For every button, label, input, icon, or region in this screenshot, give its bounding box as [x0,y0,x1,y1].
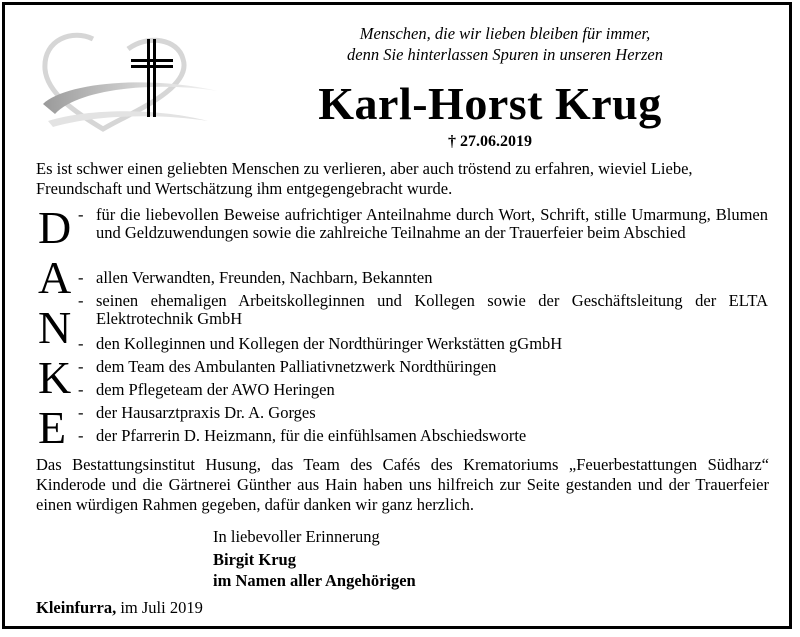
danke-letter-k: K [38,352,72,403]
danke-letter-a: A [38,252,72,303]
place-name: Kleinfurra, [36,598,117,617]
list-dash: - [78,357,84,376]
thanks-item [78,404,768,422]
thanks-item-text: den Kolleginnen und Kollegen der Nordthüringer Werkstätten gGmbH [96,334,563,353]
thanks-item [78,381,768,399]
remembrance-line: In liebevoller Erinnerung [213,527,380,546]
thanks-item-text: der Pfarrerin D. Heizmann, für die einfühlsamen Abschiedsworte [96,426,527,445]
thanks-item [78,427,768,445]
death-date: † 27.06.2019 [448,133,532,150]
signer-family: im Namen aller Angehörigen [213,571,416,590]
danke-letter-n: N [38,302,72,353]
thanks-item [78,206,768,242]
thanks-item [78,358,768,376]
date-text: im Juli 2019 [120,598,203,617]
danke-letter-e: E [38,402,67,453]
signer-name: Birgit Krug [213,550,296,569]
cross-icon [131,39,173,117]
list-dash: - [78,205,84,224]
motto-line-1: Menschen, die wir lieben bleiben für immer, [359,24,651,43]
thanks-item-text: allen Verwandten, Freunden, Nachbarn, Bekannten [96,268,433,287]
swoosh-lower [48,111,208,127]
closing-text: Das Bestattungsinstitut Husung, das Team des Cafés des Krematoriums „Feuerbestattungen Südharz“ Kinderode und die Gärtnerei Günther aus Hain haben uns hilfreich zur Seite gestanden und der Trauerfeier einen würdigen Rahmen gegeben, dafür danken wir ganz herzlich. [36,455,769,514]
list-dash: - [78,291,84,310]
danke-letter-d: D [38,202,72,253]
thanks-item-text: seinen ehemaligen Arbeitskolleginnen und Kollegen sowie der Geschäftsleitung der ELTA Elektrotechnik GmbH [96,291,768,328]
motto [275,23,735,65]
intro-text: Es ist schwer einen geliebten Menschen zu verlieren, aber auch tröstend zu erfahren, wieviel Liebe, Freundschaft und Wertschätzung ihm entgegengebracht wurde. [36,159,693,198]
deceased-name: Karl-Horst Krug [318,78,662,129]
thanks-item-text: für die liebevollen Beweise aufrichtiger Anteilnahme durch Wort, Schrift, stille Umarmung, Blumen und Geldzuwendungen sowie die zahlreiche Teilnahme an der Trauerfeier beim Abschied [96,205,768,242]
thanks-item [78,335,768,353]
thanks-item-text: dem Pflegeteam der AWO Heringen [96,380,335,399]
list-dash: - [78,268,84,287]
cross-heart-emblem [33,29,223,139]
thanks-item-text: dem Team des Ambulanten Palliativnetzwerk Nordthüringen [96,357,497,376]
list-dash: - [78,426,84,445]
list-dash: - [78,334,84,353]
motto-line-2: denn Sie hinterlassen Spuren in unseren Herzen [347,45,663,64]
list-dash: - [78,403,84,422]
thanks-item-text: der Hausarztpraxis Dr. A. Gorges [96,403,316,422]
thanks-item [78,269,768,287]
place-date [36,598,203,618]
obituary-notice [2,2,792,629]
list-dash: - [78,380,84,399]
thanks-item [78,292,768,328]
